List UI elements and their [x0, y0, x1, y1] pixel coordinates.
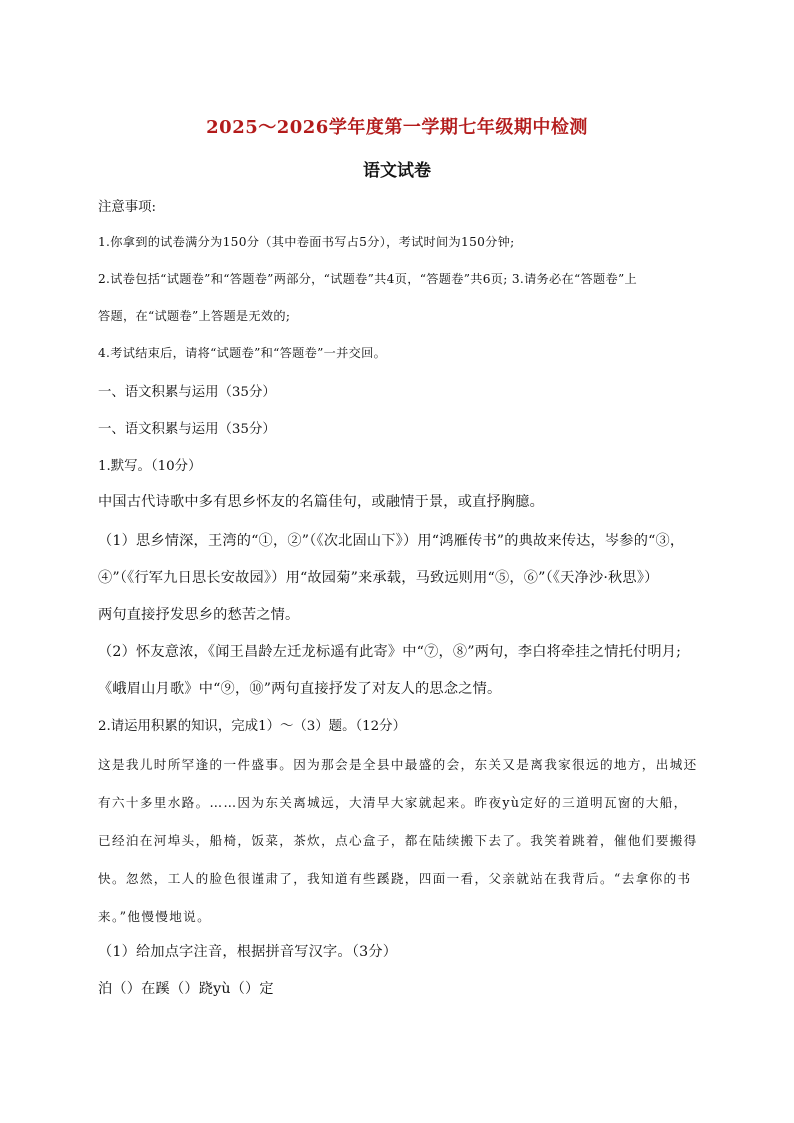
- passage-line-2: 有六十多里水路。……因为东关离城远，大清早大家就起来。昨夜yù定好的三道明瓦窗的大船，: [98, 795, 688, 810]
- question-1-title: 1.默写。（10分）: [98, 459, 202, 474]
- section-heading: 一、语文积累与运用（35分）: [98, 385, 276, 400]
- question-1-part-1-line-3: 两句直接抒发思乡的愁苦之情。: [98, 607, 300, 623]
- question-1-part-2-line-2: 《峨眉山月歌》中“⑨，⑩”两句直接抒发了对友人的思念之情。: [98, 681, 502, 697]
- passage-line-1: 这是我儿时所罕逢的一件盛事。因为那会是全县中最盛的会，东关又是离我家很远的地方，出城还: [98, 757, 698, 772]
- section-heading-repeat: 一、语文积累与运用（35分）: [98, 422, 276, 437]
- question-1-intro: 中国古代诗歌中多有思乡怀友的名篇佳句，或融情于景，或直抒胸臆。: [98, 494, 545, 510]
- question-2-sub-1-items: 泊（）在蹊（）跷yù（）定: [98, 981, 274, 997]
- question-2-sub-1-title: （1）给加点字注音，根据拼音写汉字。（3分）: [98, 944, 398, 960]
- exam-subtitle: 语文试卷: [363, 161, 431, 181]
- question-1-part-2-line-1: （2）怀友意浓，《闻王昌龄左迁龙标遥有此寄》中“⑦，⑧”两句，李白将牵挂之情托付明月;: [98, 644, 682, 660]
- notes-item-2-line-1: 2.试卷包括“试题卷”和“答题卷”两部分，“试题卷”共4页，“答题卷”共6页; 3.请务必在“答题卷”上: [98, 272, 638, 286]
- passage-line-5: 来。”他慢慢地说。: [98, 909, 212, 924]
- notes-item-2-line-2: 答题，在“试题卷”上答题是无效的;: [98, 309, 291, 323]
- exam-title: 2025～2026学年度第一学期七年级期中检测: [206, 117, 588, 138]
- notes-item-1: 1.你拿到的试卷满分为150分（其中卷面书写占5分），考试时间为150分钟;: [98, 235, 515, 249]
- question-1-part-1-line-2: ④”（《行军九日思长安故园》）用“故园菊”来承载，马致远则用“⑤，⑥”（《天净沙·秋思》）: [98, 570, 659, 586]
- question-1-part-1-line-1: （1）思乡情深，王湾的“①，②”（《次北固山下》）用“鸿雁传书”的典故来传达，岑参的“③，: [98, 533, 685, 549]
- question-2-title: 2.请运用积累的知识，完成1）～（3）题。（12分）: [98, 719, 406, 734]
- notes-heading: 注意事项:: [98, 200, 157, 215]
- notes-item-4: 4.考试结束后，请将“试题卷”和“答题卷”一并交回。: [98, 346, 387, 360]
- passage-line-4: 快。忽然，工人的脸色很谨肃了，我知道有些蹊跷，四面一看，父亲就站在我背后。“去拿你的书: [98, 871, 692, 886]
- passage-line-3: 已经泊在河埠头，船椅，饭菜，茶炊，点心盒子，都在陆续搬下去了。我笑着跳着，催他们要搬得: [98, 833, 698, 848]
